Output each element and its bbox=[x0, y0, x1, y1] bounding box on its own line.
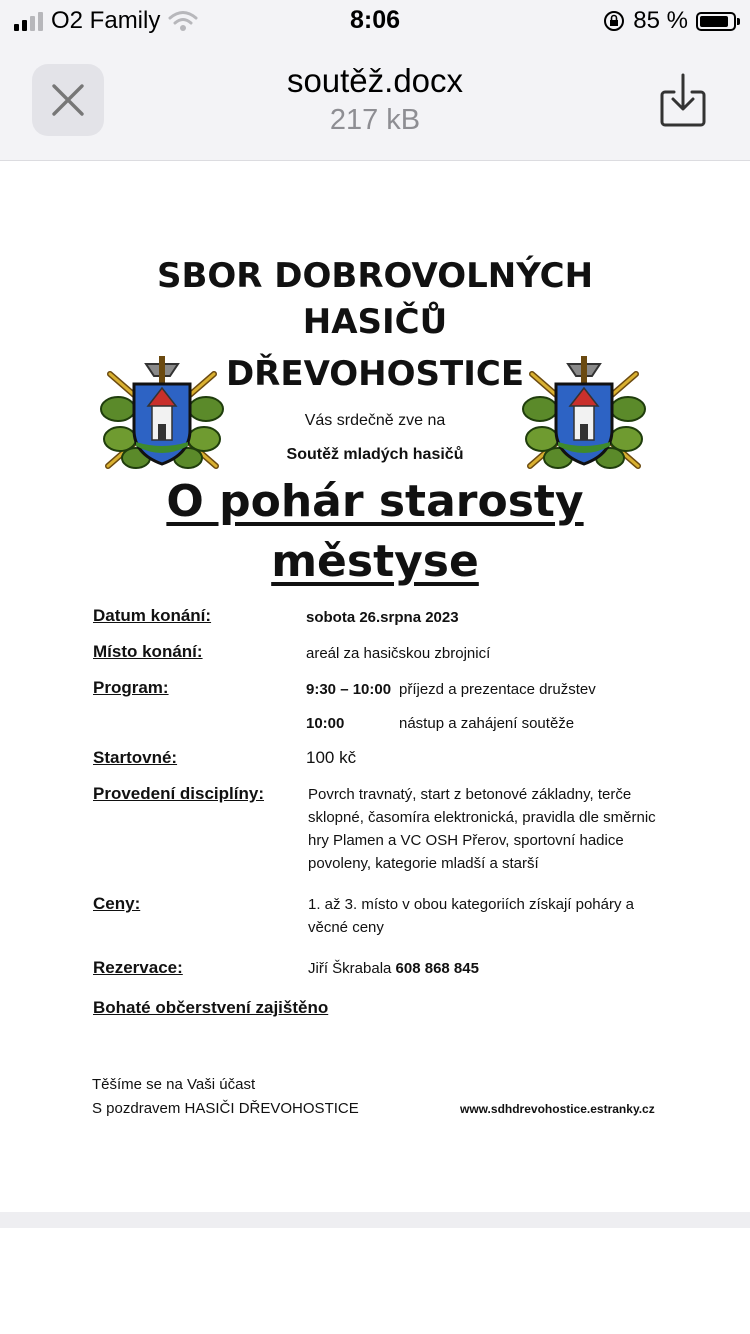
program-time-2: 10:00 bbox=[306, 715, 345, 732]
refreshments-note: Bohaté občerstvení zajištěno bbox=[93, 998, 329, 1017]
date-label: Datum konání: bbox=[93, 606, 212, 625]
footer-line-1: Těšíme se na Vaši účast bbox=[92, 1076, 256, 1093]
orientation-lock-icon bbox=[603, 10, 625, 32]
footer-line-2: S pozdravem HASIČI DŘEVOHOSTICE bbox=[92, 1100, 359, 1117]
org-name-line1: SBOR DOBROVOLNÝCH bbox=[156, 256, 594, 296]
place-value: areál za hasičskou zbrojnicí bbox=[306, 645, 491, 662]
file-size: 217 kB bbox=[329, 104, 421, 136]
program-text-1: příjezd a prezentace družstev bbox=[399, 681, 596, 698]
status-time: 8:06 bbox=[349, 6, 401, 34]
program-time-1: 9:30 – 10:00 bbox=[306, 681, 392, 698]
org-name-line3: DŘEVOHOSTICE bbox=[225, 354, 525, 394]
fee-value: 100 kč bbox=[306, 748, 357, 767]
footer-website-link[interactable]: www.sdhdrevohostice.estranky.cz bbox=[460, 1102, 655, 1116]
event-name: Soutěž mladých hasičů bbox=[286, 446, 464, 463]
main-title-line1: O pohár starosty bbox=[166, 476, 584, 527]
battery-group bbox=[603, 7, 736, 35]
prizes-value: 1. až 3. místo v obou kategoriích získají poháry a věcné ceny bbox=[308, 896, 635, 936]
place-label: Místo konání: bbox=[93, 642, 203, 661]
main-title-line2: městyse bbox=[271, 536, 479, 587]
reservation-name: Jiří Škrabala bbox=[308, 960, 392, 977]
battery-percent: 85 % bbox=[633, 7, 688, 34]
document-page[interactable] bbox=[0, 168, 750, 1212]
prizes-label: Ceny: bbox=[93, 894, 141, 913]
reservation-value bbox=[308, 957, 479, 980]
download-share-icon[interactable] bbox=[658, 72, 708, 128]
file-name: soutěž.docx bbox=[286, 62, 464, 99]
program-text-2: nástup a zahájení soutěže bbox=[399, 715, 575, 732]
carrier-name: O2 Family bbox=[51, 7, 161, 34]
date-value: sobota 26.srpna 2023 bbox=[306, 609, 459, 626]
fee-label: Startovné: bbox=[93, 748, 178, 767]
status-bar bbox=[0, 0, 750, 42]
program-label: Program: bbox=[93, 678, 169, 697]
reservation-phone[interactable]: 608 868 845 bbox=[395, 960, 479, 977]
top-bar bbox=[0, 0, 750, 161]
battery-icon bbox=[696, 12, 736, 31]
disciplines-label: Provedení disciplíny: bbox=[93, 784, 264, 803]
invite-text: Vás srdečně zve na bbox=[304, 412, 446, 429]
reservation-label: Rezervace: bbox=[93, 958, 183, 977]
disciplines-value: Povrch travnatý, start z betonové základny, terče sklopné, časomíra elektronická, pravidla dle směrnic hry Plamen a VC OSH Přerov, sportovní hadice povoleny, kategorie mladší a starší bbox=[308, 786, 656, 872]
page-gap bbox=[0, 1212, 750, 1228]
org-name-line2: HASIČŮ bbox=[302, 302, 448, 342]
